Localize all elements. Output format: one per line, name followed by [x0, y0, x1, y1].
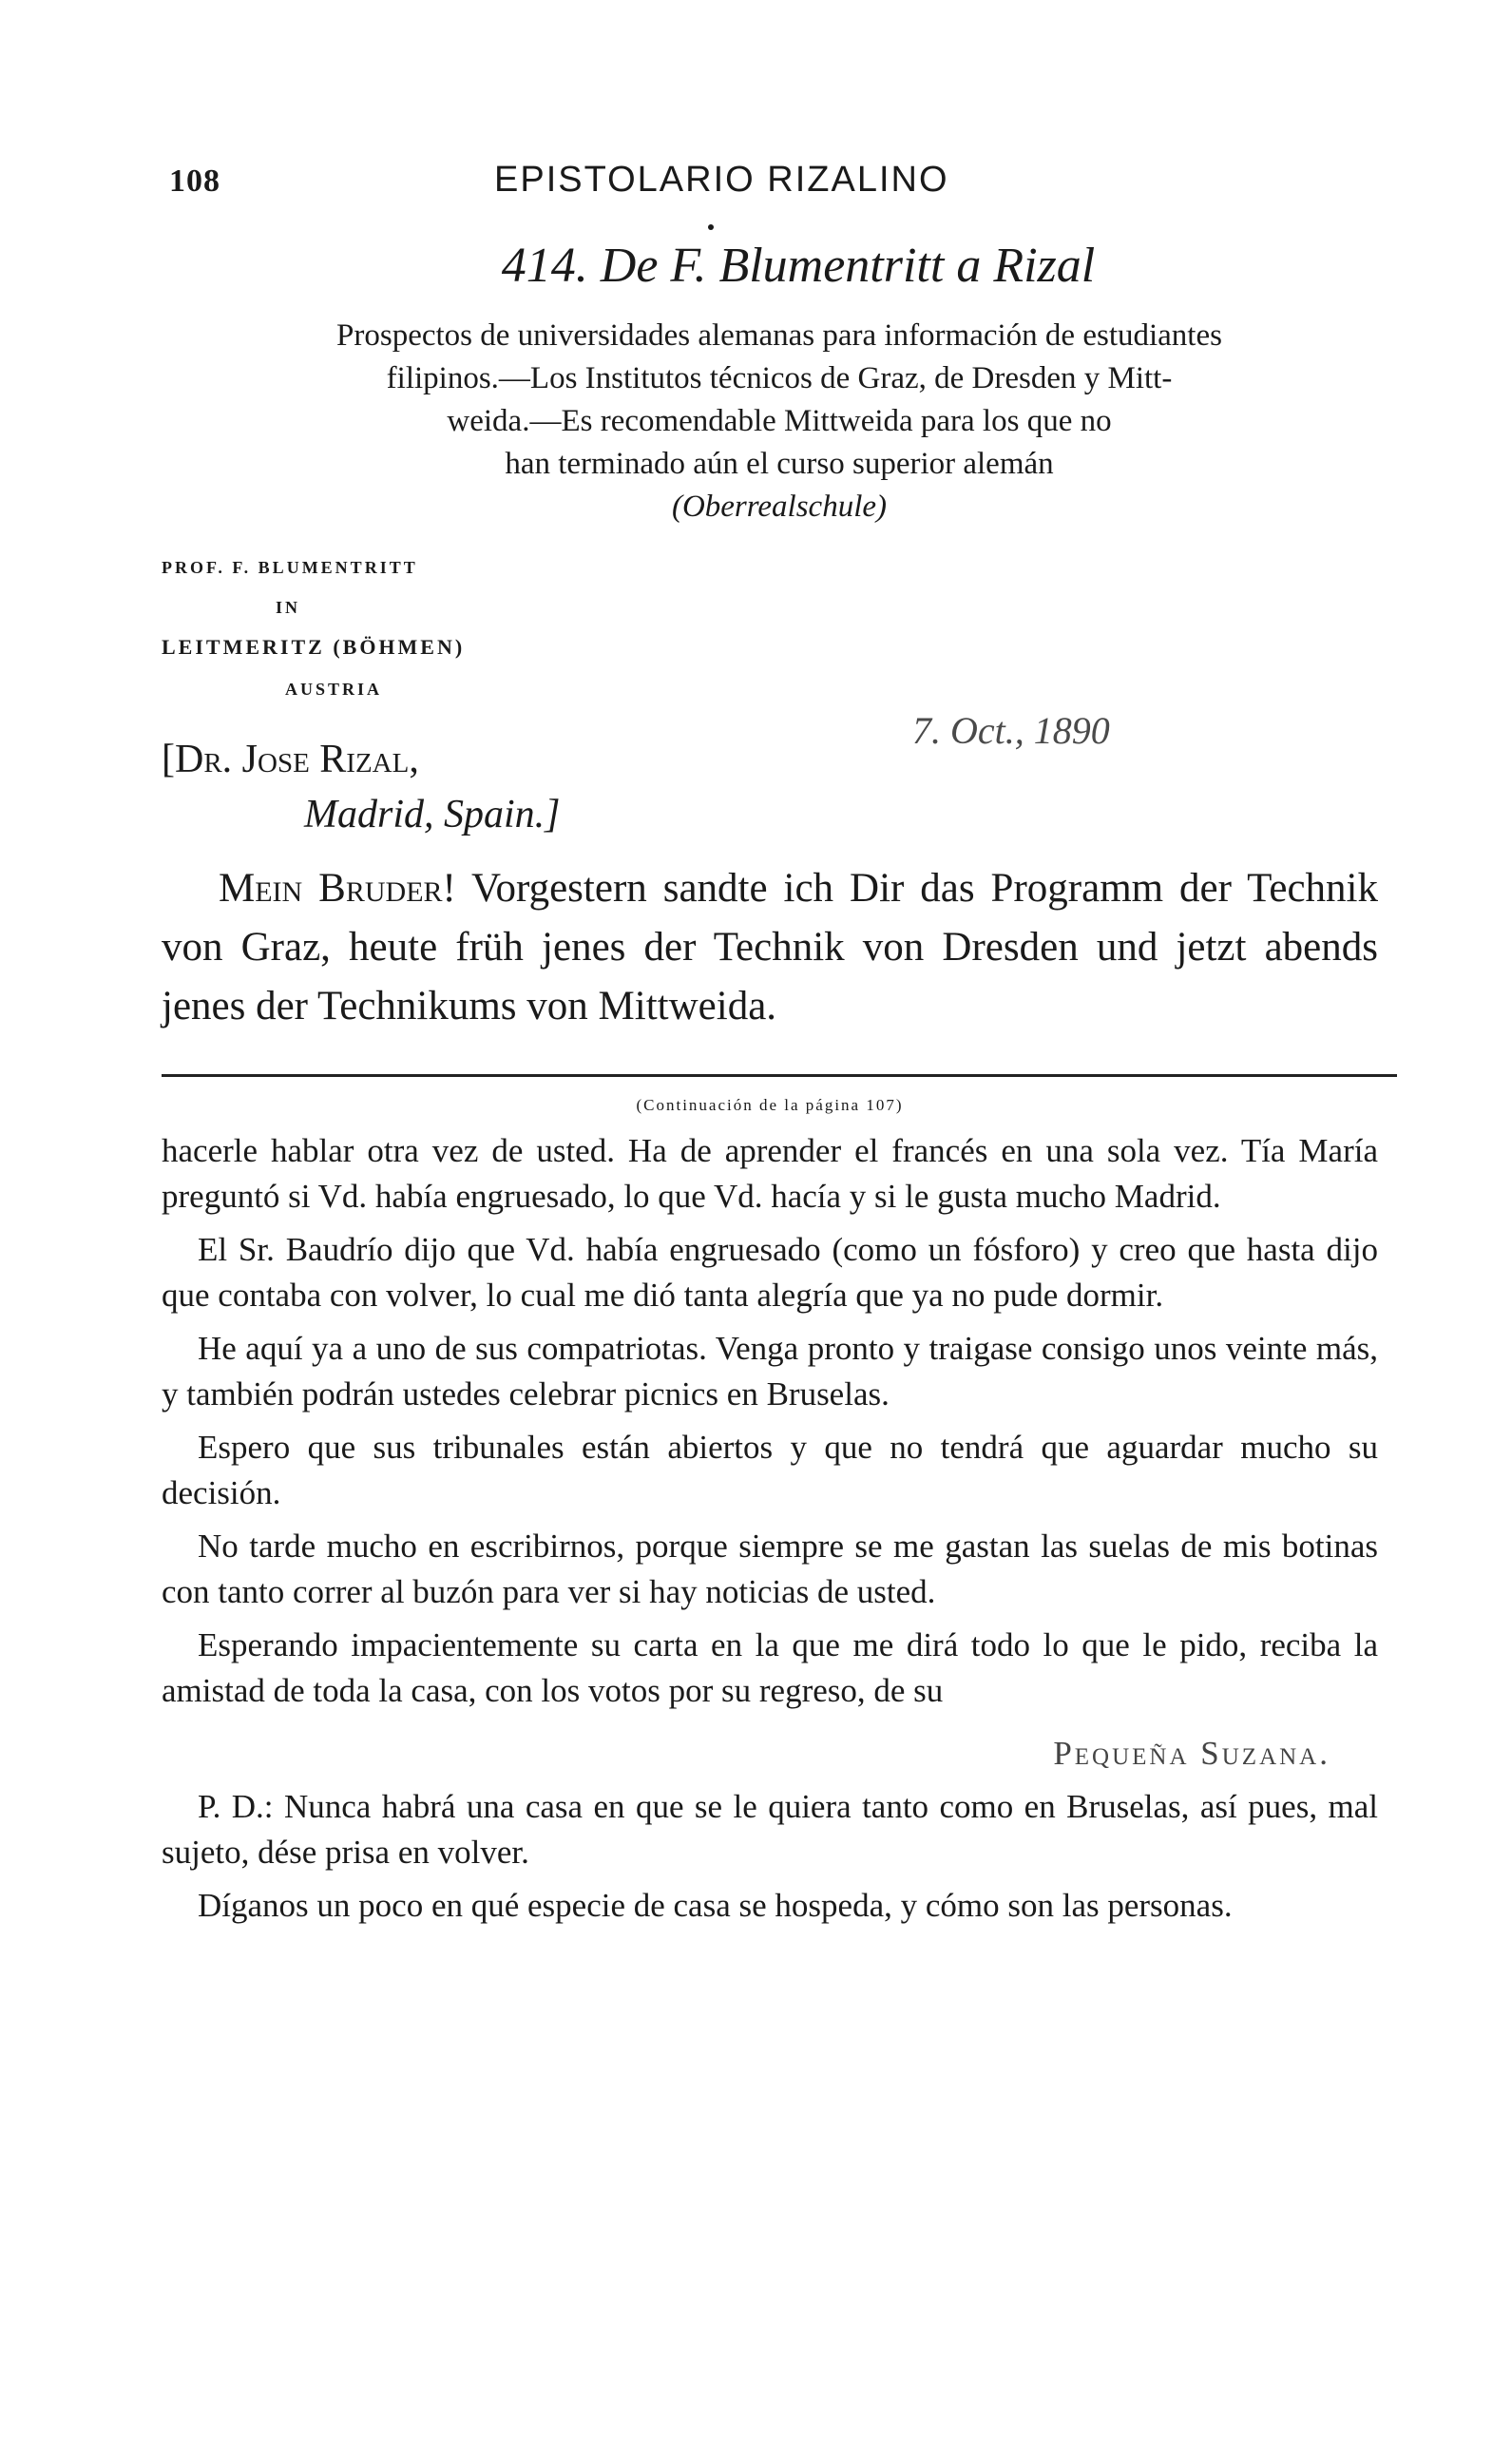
salutation: Mein Bruder! [219, 866, 456, 911]
postscript-paragraph: P. D.: Nunca habrá una casa en que se le quiera tanto como en Bruselas, así pues, mal sujeto, dése prisa en volver. [162, 1788, 1378, 1871]
dot-ornament [708, 224, 714, 230]
german-body: Vorgestern sandte ich Dir das Programm der Technik von Graz, heute früh jenes der Technik von Dresden und jetzt abends jenes der Technikums von Mittweida. [162, 866, 1379, 1028]
letter-date: 7. Oct., 1890 [912, 709, 1110, 752]
address-line: Madrid, Spain.] [304, 793, 561, 836]
summary-line: han terminado aún el curso superior alemán [505, 447, 1054, 481]
letter-heading: 414. De F. Blumentritt a Rizal [501, 239, 1096, 293]
letterhead-line: IN [276, 598, 301, 617]
german-paragraph [162, 859, 1378, 1036]
summary-line-italic: (Oberrealschule) [671, 490, 888, 524]
running-head [162, 143, 1378, 209]
signature: Pequeña Suzana. [1053, 1735, 1330, 1772]
paragraph: hacerle hablar otra vez de usted. Ha de aprender el francés en una sola vez. Tía María preguntó si Vd. había engruesado, lo que Vd. hacía y si le gusta mucho Madrid. [162, 1132, 1378, 1215]
summary-line: filipinos.—Los Institutos técnicos de Graz, de Dresden y Mitt- [386, 361, 1173, 395]
page-number: 108 [169, 163, 220, 199]
paragraph: Espero que sus tribunales están abiertos y que no tendrá que aguardar mucho su decisión. [162, 1429, 1378, 1511]
letterhead-line: PROF. F. BLUMENTRITT [162, 558, 418, 577]
summary-line: weida.—Es recomendable Mittweida para los que no [447, 404, 1112, 438]
paragraph: El Sr. Baudrío dijo que Vd. había engruesado (como un fósforo) y creo que hasta dijo que contaba con volver, lo cual me dió tanta alegría que ya no pude dormir. [162, 1231, 1378, 1314]
letterhead-line: LEITMERITZ (BÖHMEN) [162, 635, 466, 659]
postscript-paragraph: Díganos un poco en qué especie de casa se hospeda, y cómo son las personas. [198, 1887, 1233, 1924]
continued-letter [162, 1128, 1378, 1929]
paragraph: Esperando impacientemente su carta en la que me dirá todo lo que le pido, reciba la amistad de toda la casa, con los votos por su regreso, de su [162, 1626, 1378, 1709]
address-line: [Dr. Jose Rizal, [162, 738, 419, 781]
document-page [162, 143, 1378, 1936]
letter-summary [162, 315, 1378, 529]
address-block [162, 732, 1378, 842]
book-title: EPISTOLARIO RIZALINO [494, 160, 949, 200]
summary-line: Prospectos de universidades alemanas para información de estudiantes [336, 318, 1222, 353]
paragraph: No tarde mucho en escribirnos, porque siempre se me gastan las suelas de mis botinas con tanto correr al buzón para ver si hay noticias de usted. [162, 1528, 1378, 1610]
paragraph: He aquí ya a uno de sus compatriotas. Venga pronto y traigase consigo unos veinte más, y también podrán ustedes celebrar picnics en Bruselas. [162, 1330, 1378, 1413]
letterhead-line: AUSTRIA [285, 680, 383, 699]
continuation-note: (Continuación de la página 107) [636, 1096, 904, 1114]
divider-rule [162, 1074, 1397, 1077]
letterhead [162, 548, 1378, 709]
summary-line [181, 486, 1378, 529]
